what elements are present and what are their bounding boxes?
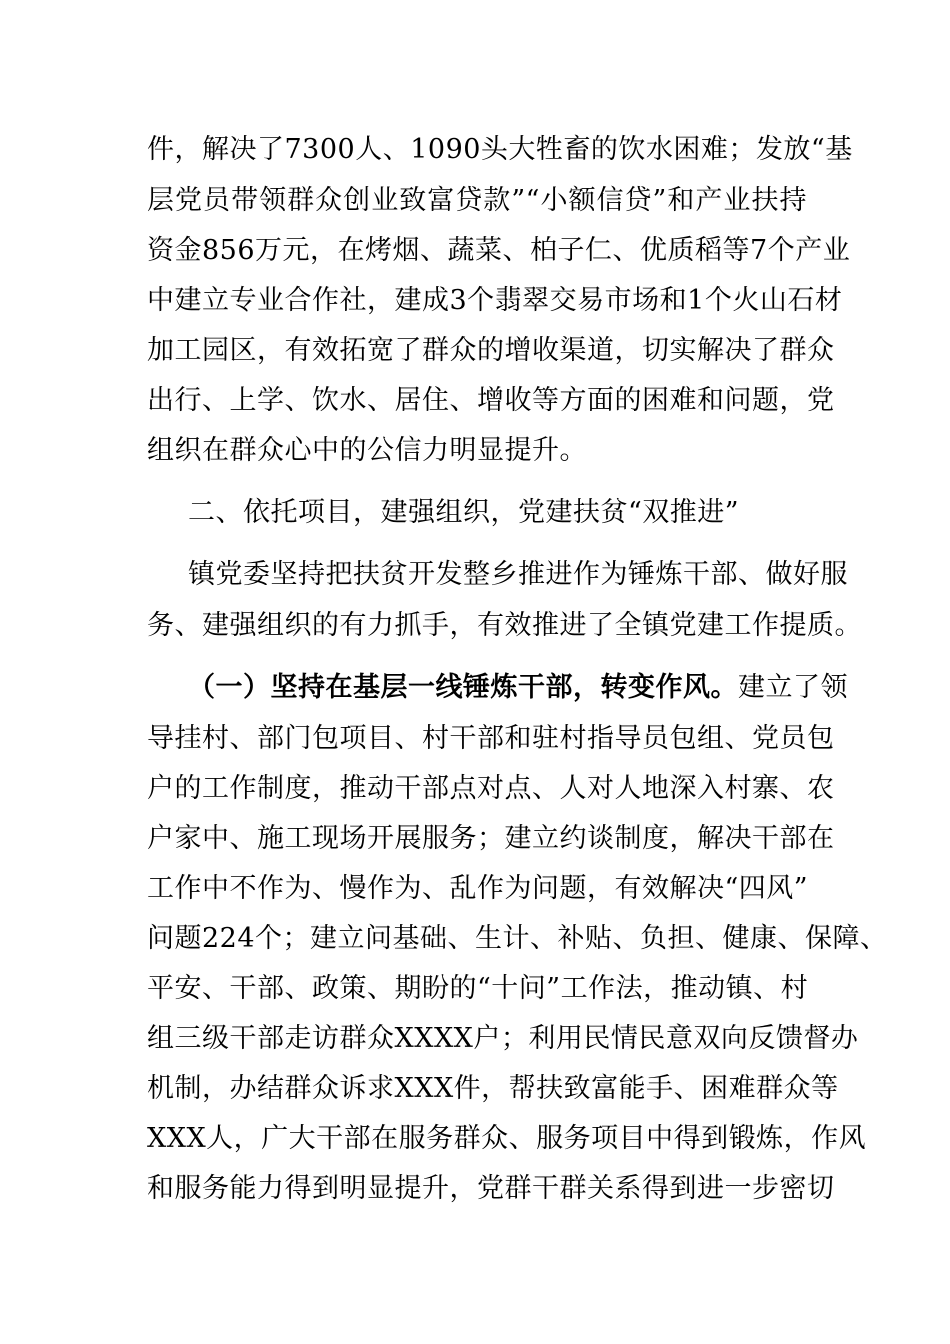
text-line: 机制，办结群众诉求XXX件，帮扶致富能手、困难群众等 (147, 1073, 839, 1104)
text-line: 出行、上学、饮水、居住、增收等方面的困难和问题，党 (147, 385, 835, 416)
text-line: 镇党委坚持把扶贫开发整乡推进作为锤炼干部、做好服 (188, 559, 848, 590)
text-line: 工作中不作为、慢作为、乱作为问题，有效解决“四风” (147, 873, 809, 904)
text-line: 资金856万元，在烤烟、蔬菜、柏子仁、优质稻等7个产业 (147, 235, 851, 266)
text-line: 户家中、施工现场开展服务；建立约谈制度，解决干部在 (147, 823, 835, 854)
text-line: XXX人，广大干部在服务群众、服务项目中得到锻炼，作风 (147, 1123, 867, 1154)
text-line: 中建立专业合作社，建成3个翡翠交易市场和1个火山石材 (147, 285, 843, 316)
text-line: 加工园区，有效拓宽了群众的增收渠道，切实解决了群众 (147, 335, 835, 366)
section-heading: 二、依托项目，建强组织，党建扶贫“双推进” (188, 497, 740, 528)
subheading-line (188, 668, 848, 708)
text-line: 和服务能力得到明显提升，党群干群关系得到进一步密切 (147, 1173, 835, 1204)
text-line: 平安、干部、政策、期盼的“十问”工作法，推动镇、村 (147, 973, 809, 1004)
text-line: 组三级干部走访群众XXXX户；利用民情民意双向反馈督办 (147, 1023, 859, 1054)
text-line: 组织在群众心中的公信力明显提升。 (147, 435, 587, 466)
text-line: 导挂村、部门包项目、村干部和驻村指导员包组、党员包 (147, 723, 835, 754)
subheading-rest: 建立了领 (738, 672, 848, 703)
text-line: 层党员带领群众创业致富贷款”“小额信贷”和产业扶持 (147, 185, 807, 216)
subheading-bold: （一）坚持在基层一线锤炼干部，转变作风。 (188, 672, 738, 703)
text-line: 件，解决了7300人、1090头大牲畜的饮水困难；发放“基 (147, 134, 853, 165)
text-line: 问题224个；建立问基础、生计、补贴、负担、健康、保障、 (147, 923, 888, 954)
text-line: 户的工作制度，推动干部点对点、人对人地深入村寨、农 (147, 773, 835, 804)
text-line: 务、建强组织的有力抓手，有效推进了全镇党建工作提质。 (147, 610, 862, 641)
